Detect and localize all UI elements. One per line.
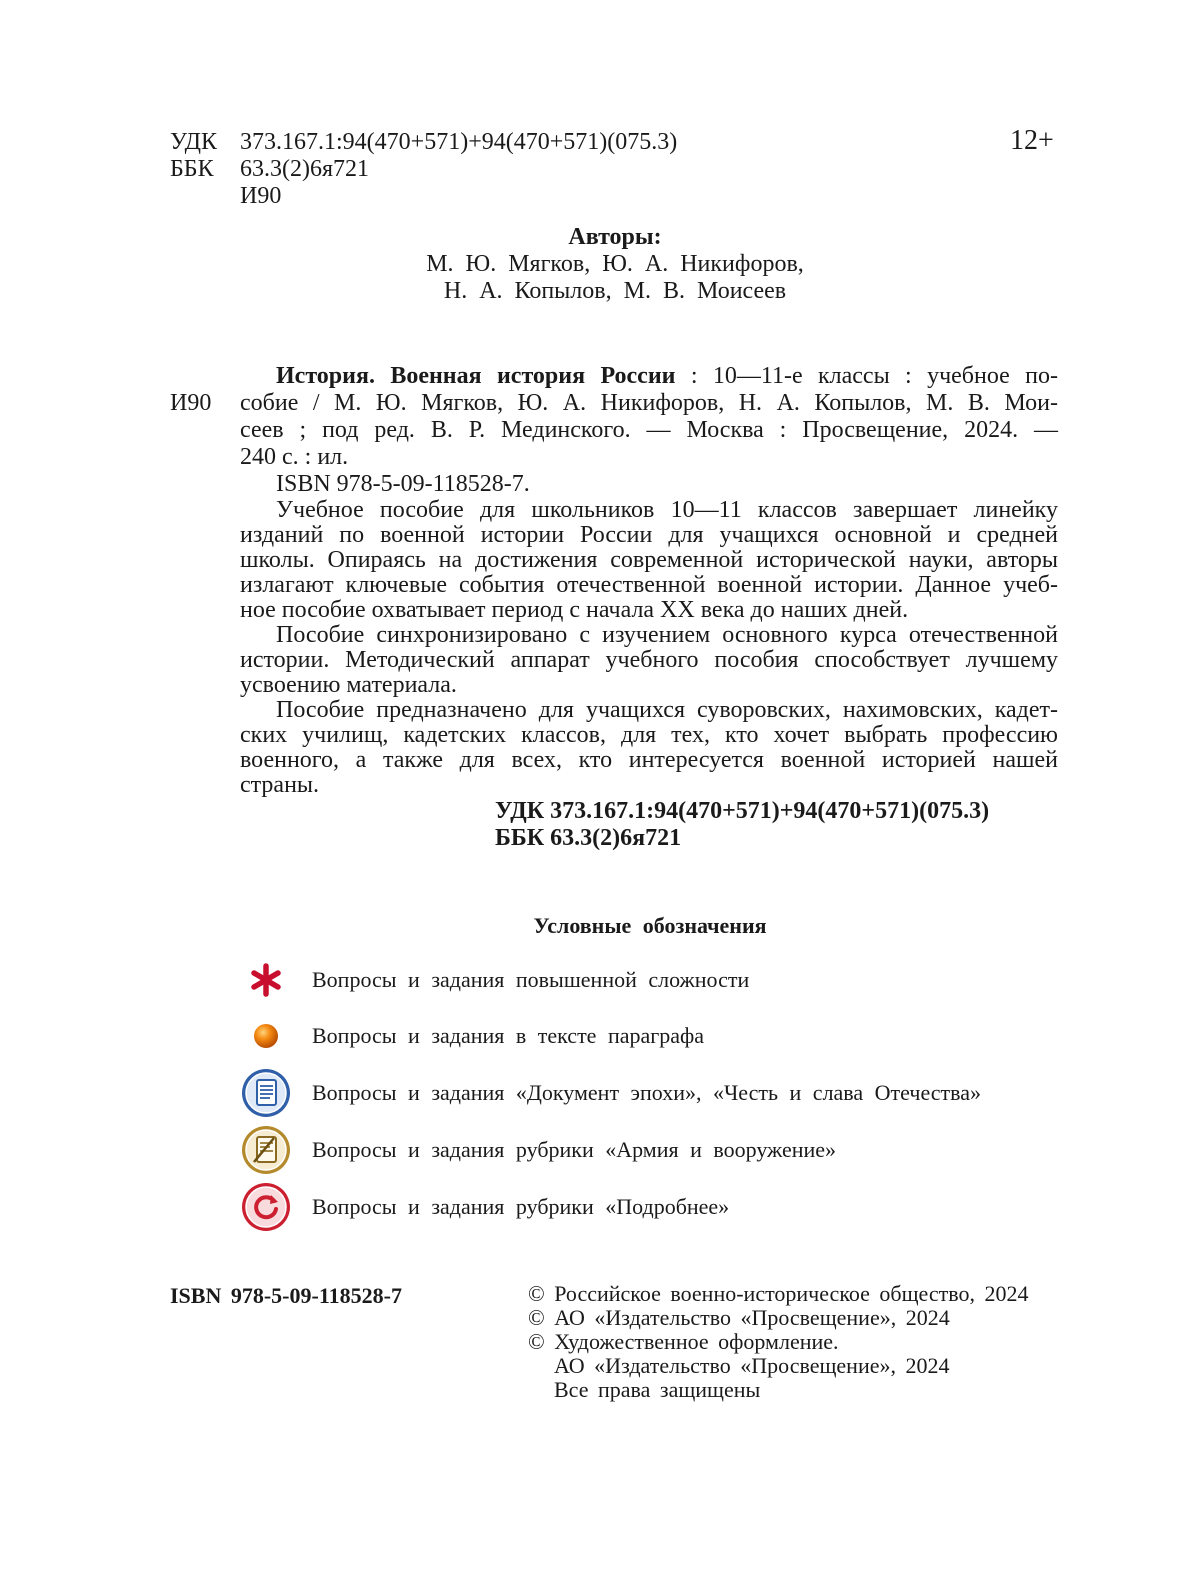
annotation-block bbox=[240, 363, 1058, 852]
copyright-line: АО «Издательство «Просвещение», 2024 bbox=[554, 1353, 950, 1378]
book-title: История. Военная история России bbox=[276, 363, 676, 389]
gold-weapon-document-icon bbox=[240, 1124, 292, 1176]
para3-line: военного, а также для всех, кто интересуется военной историей нашей bbox=[240, 747, 1058, 773]
para2-line: Пособие синхронизировано с изучением основного курса отечественной bbox=[276, 622, 1058, 648]
legend-item bbox=[240, 1067, 1140, 1119]
legend-title: Условные обозначения bbox=[533, 913, 767, 938]
para3-line: ских училищ, кадетских классов, для тех, кто хочет выбрать профессию bbox=[240, 722, 1058, 748]
annotation-line-4: 240 с. : ил. bbox=[240, 444, 349, 470]
legend-text: Вопросы и задания в тексте параграфа bbox=[312, 1023, 705, 1048]
para1-line: изданий по военной истории России для учащихся основной и средней bbox=[240, 522, 1058, 548]
para3-line: Пособие предназначено для учащихся суворовских, нахимовских, кадет- bbox=[276, 697, 1058, 723]
orange-ball-icon bbox=[240, 1010, 292, 1062]
blue-document-icon bbox=[240, 1067, 292, 1119]
copyright-line: © АО «Издательство «Просвещение», 2024 bbox=[528, 1305, 950, 1330]
annotation-title-line bbox=[240, 363, 1058, 390]
annotation-line-3: сеев ; под ред. В. Р. Мединского. — Москва : Просвещение, 2024. — bbox=[240, 417, 1058, 443]
bbk-label: ББК bbox=[170, 156, 214, 182]
red-asterisk-icon bbox=[240, 954, 292, 1006]
catalog-values bbox=[240, 129, 677, 210]
legend-text: Вопросы и задания повышенной сложности bbox=[312, 967, 750, 992]
legend-item bbox=[240, 1124, 1140, 1176]
para1-line: излагают ключевые события отечественной военной истории. Данное учеб- bbox=[240, 572, 1058, 598]
authors-line-2: Н. А. Копылов, М. В. Моисеев bbox=[443, 278, 787, 304]
age-rating: 12+ bbox=[1010, 125, 1054, 156]
legend-text: Вопросы и задания «Документ эпохи», «Честь и слава Отечества» bbox=[312, 1080, 982, 1105]
footer-isbn: ISBN 978-5-09-118528-7 bbox=[170, 1283, 402, 1308]
book-title-rest: : 10—11-е классы : учебное по- bbox=[675, 363, 1058, 389]
udk-value: 373.167.1:94(470+571)+94(470+571)(075.3) bbox=[240, 129, 678, 155]
para1-line: ное пособие охватывает период с начала XX века до наших дней. bbox=[240, 597, 909, 623]
legend-item bbox=[240, 954, 1140, 1006]
catalog-labels bbox=[170, 129, 217, 183]
udk-label: УДК bbox=[170, 129, 217, 155]
annotation-isbn: ISBN 978-5-09-118528-7. bbox=[276, 471, 530, 497]
legend-item bbox=[240, 1181, 1140, 1233]
legend-text: Вопросы и задания рубрики «Подробнее» bbox=[312, 1194, 730, 1219]
annotation-author-mark: И90 bbox=[170, 390, 212, 416]
authors-block bbox=[300, 224, 930, 305]
author-mark: И90 bbox=[240, 183, 282, 209]
legend-text: Вопросы и задания рубрики «Армия и вооружение» bbox=[312, 1137, 837, 1162]
copyright-block bbox=[528, 1282, 1028, 1402]
udk-bottom: УДК 373.167.1:94(470+571)+94(470+571)(075.3) bbox=[495, 798, 990, 824]
authors-heading: Авторы: bbox=[568, 224, 662, 250]
para1-line: школы. Опираясь на достижения современной исторической науки, авторы bbox=[240, 547, 1058, 573]
legend-item bbox=[240, 1010, 1140, 1062]
copyright-line: © Художественное оформление. bbox=[528, 1329, 839, 1354]
bbk-bottom: ББК 63.3(2)6я721 bbox=[495, 825, 682, 851]
para3-line: страны. bbox=[240, 772, 320, 798]
annotation-line-2: собие / М. Ю. Мягков, Ю. А. Никифоров, Н. А. Копылов, М. В. Мои- bbox=[240, 390, 1058, 416]
red-refresh-icon bbox=[240, 1181, 292, 1233]
copyright-line: Все права защищены bbox=[554, 1377, 761, 1402]
authors-line-1: М. Ю. Мягков, Ю. А. Никифоров, bbox=[426, 251, 804, 277]
bbk-value: 63.3(2)6я721 bbox=[240, 156, 370, 182]
para2-line: усвоению материала. bbox=[240, 672, 457, 698]
copyright-line: © Российское военно-историческое общество, 2024 bbox=[528, 1281, 1029, 1306]
para2-line: истории. Методический аппарат учебного пособия способствует лучшему bbox=[240, 647, 1058, 673]
para1-line: Учебное пособие для школьников 10—11 классов завершает линейку bbox=[276, 497, 1058, 523]
